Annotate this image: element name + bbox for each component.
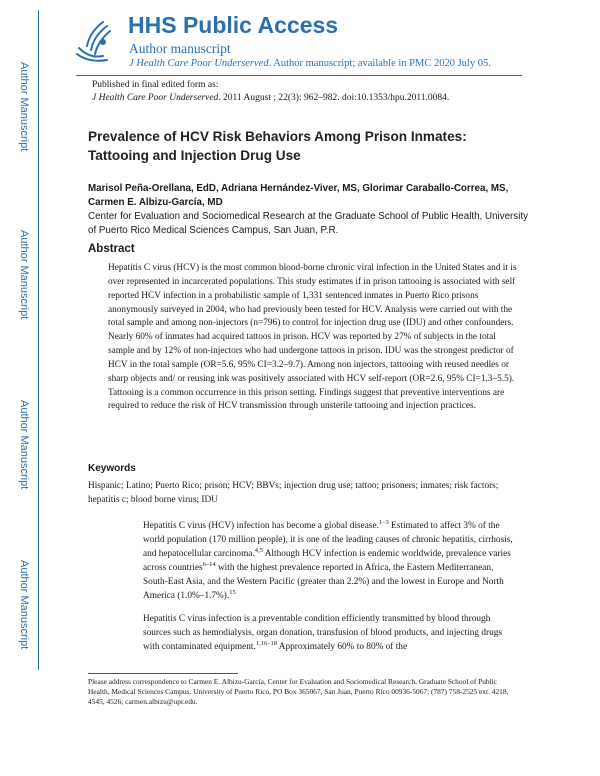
author-manuscript-subtitle: Author manuscript	[129, 41, 231, 56]
sidebar-label-4: Author Manuscript	[18, 560, 30, 650]
sidebar-label-3: Author Manuscript	[18, 400, 30, 490]
published-label: Published in final edited form as:	[92, 80, 219, 90]
affiliation: Center for Evaluation and Sociomedical Research at the Graduate School of Public Health, University of Puerto Rico Medical Sciences Campus, San Juan, P.R.	[88, 211, 529, 236]
keywords-list: Hispanic; Latino; Puerto Rico; prison; HCV; BBVs; injection drug use; tattoo; prisoners; inmates; risk factors; hepatitis c; blood borne virus; IDU	[88, 481, 499, 505]
p1-text-c: Although HCV infection is endemic worldwide, prevalence varies across countries	[143, 549, 511, 573]
p1-text-a: Hepatitis C virus (HCV) infection has become a global disease.	[143, 521, 379, 531]
body-paragraph-2	[143, 612, 519, 654]
citation-ref-3[interactable]: 6–14	[202, 560, 216, 568]
publication-details: . 2011 August ; 22(3): 962–982. doi:10.1353/hpu.2011.0084.	[218, 93, 450, 103]
abstract-text: Hepatitis C virus (HCV) is the most common blood-borne chronic viral infection in the United States and it is over represented in incarcerated populations. This study estimates if in prison tattooing is associated with self reported HCV infection in a probabilistic sample of 1,331 sentenced inmates in Puerto Rico prisons anonymously surveyed in 2004, who had previously been tested for HCV. Analysis were carried out with the total sample and among non-injectors (n=796) to control for injection drug use (IDU) and other confounders. Nearly 60% of inmates had acquired tattoos in prison. HCV was reported by 27% of subjects in the total sample and by 12% of non-injectors who had undergone tattoos in prison. IDU was the strongest predictor of HCV in the total sample (OR=5.6, 95% CI=3.2–9.7). Among non injectors, tattooing with reused needles or sharp objects and/ or reusing ink was positively associated with HCV self-report (OR=2.6, 95% CI=1.3–5.5). Tattooing is a common occurrence in this prison setting. Findings suggest that preventive interventions are required to reduce the risk of HCV transmission through unsterile tattooing and injection practices.	[108, 263, 517, 412]
hhs-eagle-logo-icon	[73, 18, 113, 64]
header-citation-rest: . Author manuscript; available in PMC 2020 July 05.	[268, 58, 491, 69]
correspondence-footnote: Please address correspondence to Carmen E. Albizu-García, Center for Evaluation and Sociomedical Research, Graduate School of Public Health, Medical Sciences Campus, University of Puerto Rico, PO Box 365067, San Juan, Puerto Rico 00936-5067; (787) 758-2525 ext. 4218, 4545, 4526; carmen.albizu@upr.edu.	[88, 677, 509, 706]
publication-journal[interactable]: J Health Care Poor Underserved	[92, 93, 219, 103]
header-divider	[76, 75, 522, 76]
citation-ref-5[interactable]: 1,16–18	[255, 639, 277, 647]
hhs-public-access-title: HHS Public Access	[128, 12, 339, 38]
sidebar-label-2: Author Manuscript	[18, 230, 30, 320]
p2-text-b: Approximately 60% to 80% of the	[276, 642, 408, 652]
citation-ref-4[interactable]: 15	[229, 588, 236, 596]
article-title: Prevalence of HCV Risk Behaviors Among Prison Inmates: Tattooing and Injection Drug Use	[88, 129, 467, 163]
header-journal[interactable]: J Health Care Poor Underserved	[129, 58, 269, 69]
footnote-divider	[88, 673, 238, 674]
sidebar-rule	[38, 10, 39, 670]
p2-text-a: Hepatitis C virus infection is a preventable condition efficiently transmitted by blood through sources such as hemodialysis, organ donation, transfusion of blood products, and injecting drugs with contaminated equipment.	[143, 614, 502, 652]
abstract-heading: Abstract	[88, 243, 135, 255]
p1-text-b: Estimated to affect 3% of the world population (170 million people), it is one of the leading causes of chronic hepatitis, cirrhosis, and hepatocellular carcinoma.	[143, 521, 513, 559]
header-citation	[129, 58, 491, 69]
keywords-heading: Keywords	[88, 463, 136, 474]
publication-citation	[92, 93, 449, 103]
sidebar-label-1: Author Manuscript	[18, 62, 30, 152]
author-list: Marisol Peña-Orellana, EdD, Adriana Hernández-Viver, MS, Glorimar Caraballo-Correa, MS, Carmen E. Albizu-García, MD	[88, 183, 509, 208]
p1-text-d: with the highest prevalence reported in Africa, the Eastern Mediterranean, South-East Asia, and the Western Pacific (greater than 2.2%) and the lowest in Europe and North America (1.0%–1.7%).	[143, 563, 504, 601]
body-paragraph-1	[143, 519, 519, 603]
citation-ref-1[interactable]: 1–3	[378, 518, 389, 526]
citation-ref-2[interactable]: 4,5	[254, 546, 263, 554]
